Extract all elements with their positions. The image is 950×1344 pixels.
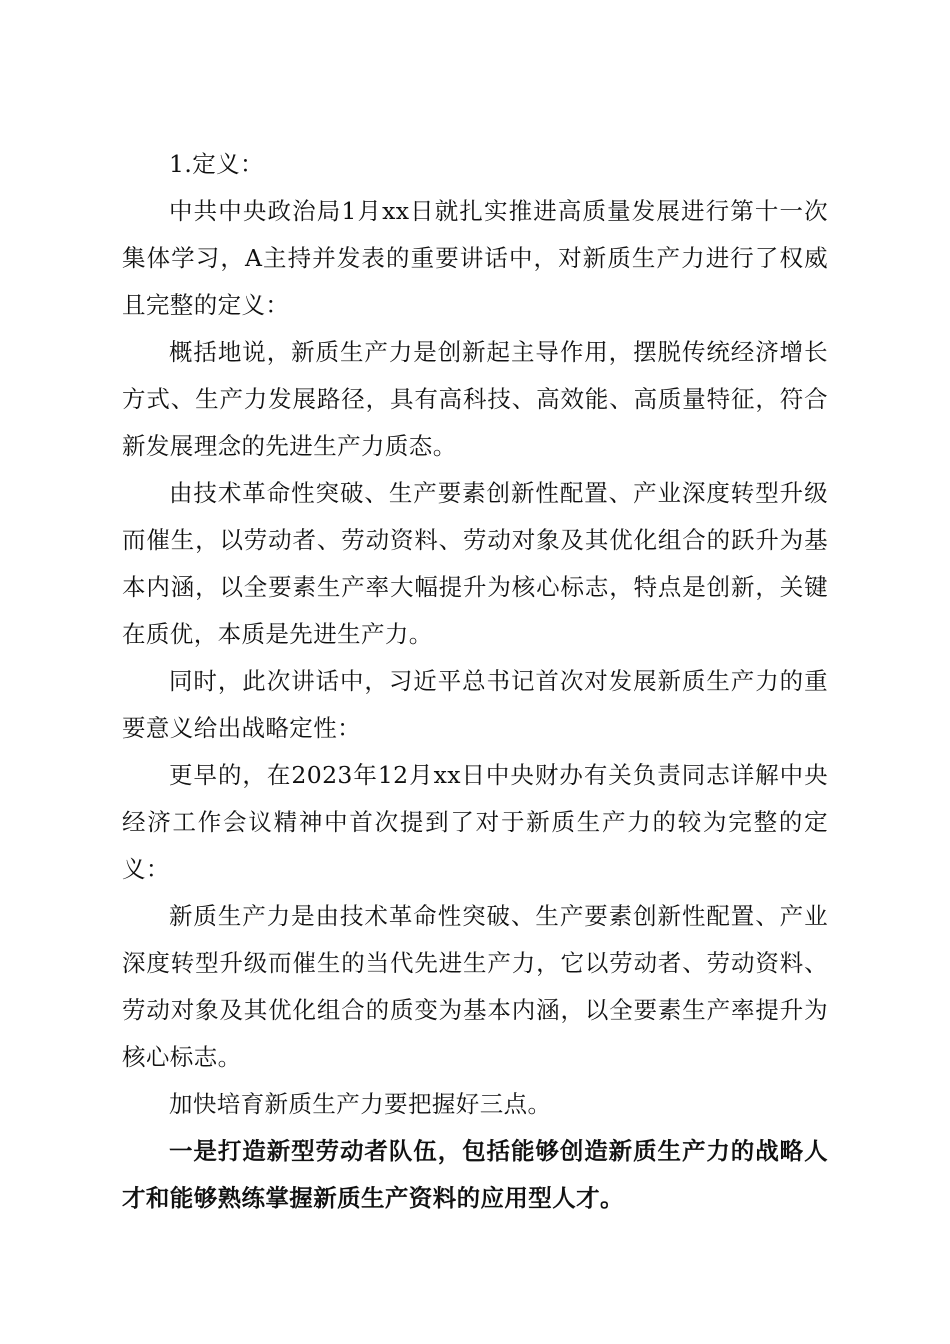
paragraph-politburo-study: 中共中央政治局1月xx日就扎实推进高质量发展进行第十一次集体学习，A主持并发表的重要讲话中，对新质生产力进行了权威且完整的定义： <box>122 197 828 319</box>
paragraph-three-points: 加快培育新质生产力要把握好三点。 <box>169 1090 552 1118</box>
paragraph-full-definition: 新质生产力是由技术革命性突破、生产要素创新性配置、产业深度转型升级而催生的当代先进生产力，它以劳动者、劳动资料、劳动对象及其优化组合的质变为基本内涵，以全要素生产率提升为核心标志。 <box>122 902 828 1071</box>
paragraph-earlier-definition: 更早的，在2023年12月xx日中央财办有关负责同志详解中央经济工作会议精神中首次提到了对于新质生产力的较为完整的定义： <box>122 761 828 883</box>
paragraph-definition-heading: 1.定义： <box>169 150 264 178</box>
paragraph-strategic-significance: 同时，此次讲话中，习近平总书记首次对发展新质生产力的重要意义给出战略定性： <box>122 667 828 742</box>
paragraph-summary-definition: 概括地说，新质生产力是创新起主导作用，摆脱传统经济增长方式、生产力发展路径，具有高科技、高效能、高质量特征，符合新发展理念的先进生产力质态。 <box>122 338 828 460</box>
paragraph-characteristics: 由技术革命性突破、生产要素创新性配置、产业深度转型升级而催生，以劳动者、劳动资料、劳动对象及其优化组合的跃升为基本内涵，以全要素生产率大幅提升为核心标志，特点是创新，关键在质优，本质是先进生产力。 <box>122 479 828 648</box>
document-body <box>122 141 828 1222</box>
paragraph-point-one: 一是打造新型劳动者队伍，包括能够创造新质生产力的战略人才和能够熟练掌握新质生产资料的应用型人才。 <box>122 1137 828 1212</box>
